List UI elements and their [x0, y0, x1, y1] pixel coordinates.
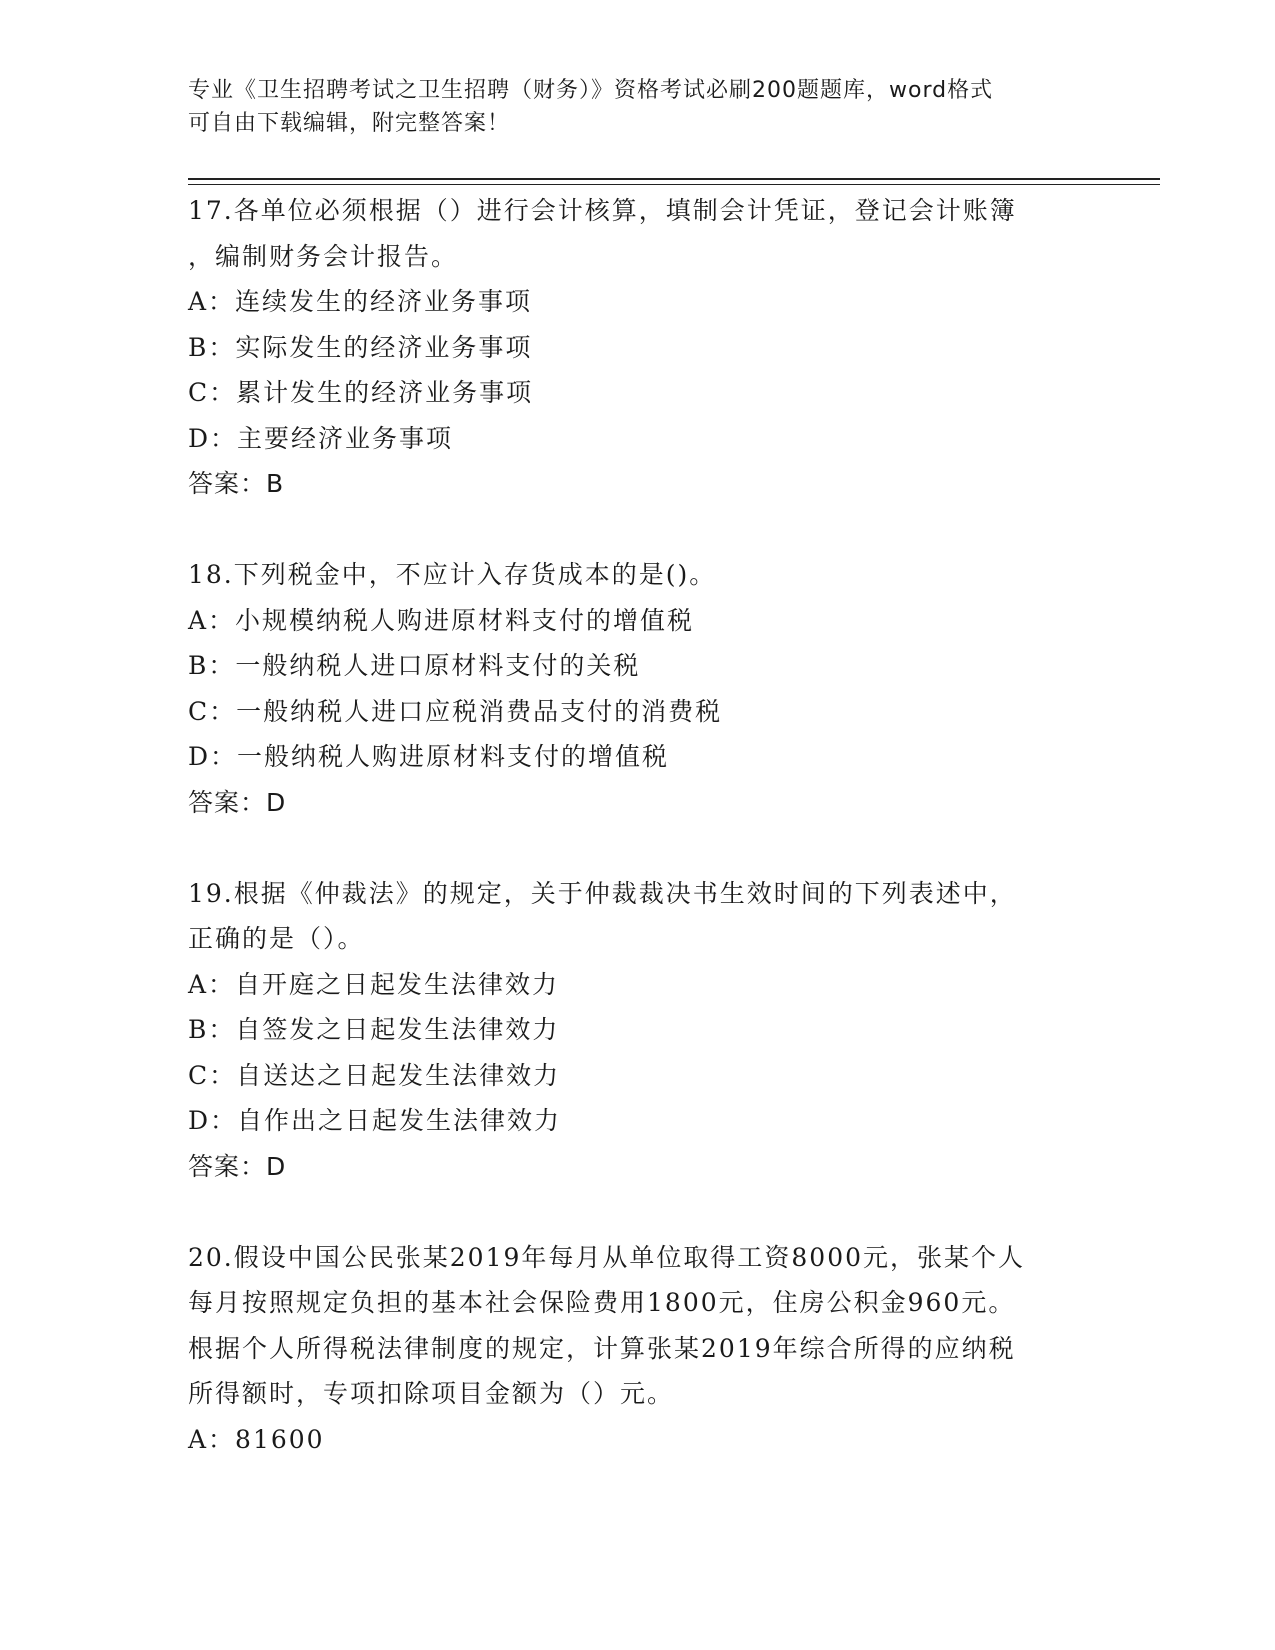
answer-label: 答案：D	[188, 787, 287, 817]
document-header	[188, 74, 1068, 140]
question-text: 20.假设中国公民张某2019年每月从单位取得工资8000元，张某个人	[188, 1242, 1026, 1272]
question-text: 正确的是（）。	[188, 924, 365, 953]
option-d: D：主要经济业务事项	[188, 423, 454, 453]
question-text: 17.各单位必须根据（）进行会计核算，填制会计凭证，登记会计账簿	[188, 196, 1017, 225]
option-a: A：连续发生的经济业务事项	[188, 287, 533, 316]
option-c: C：自送达之日起发生法律效力	[188, 1060, 561, 1090]
header-divider-thin	[188, 184, 1160, 185]
question-20	[188, 1235, 1088, 1463]
question-list	[188, 188, 1088, 1462]
option-c: C：一般纳税人进口应税消费品支付的消费税	[188, 696, 723, 726]
question-text: 所得额时，专项扣除项目金额为（）元。	[188, 1379, 675, 1408]
question-18	[188, 552, 1088, 825]
option-a: A：小规模纳税人购进原材料支付的增值税	[188, 605, 695, 635]
option-b: B：自签发之日起发生法律效力	[188, 1015, 560, 1044]
question-19	[188, 871, 1088, 1190]
option-d: D：自作出之日起发生法律效力	[188, 1106, 562, 1135]
option-a: A：自开庭之日起发生法律效力	[188, 969, 560, 999]
header-line-2: 可自由下载编辑，附完整答案！	[188, 111, 511, 136]
option-b: B：实际发生的经济业务事项	[188, 332, 533, 362]
option-b: B：一般纳税人进口原材料支付的关税	[188, 651, 641, 680]
question-17	[188, 188, 1088, 507]
question-text: ，编制财务会计报告。	[188, 241, 459, 271]
question-text: 根据个人所得税法律制度的规定，计算张某2019年综合所得的应纳税	[188, 1333, 1016, 1363]
header-line-1: 专业《卫生招聘考试之卫生招聘（财务）》资格考试必刷200题题库，word格式	[188, 78, 994, 103]
answer-label: 答案：D	[188, 1151, 287, 1181]
option-d: D：一般纳税人购进原材料支付的增值税	[188, 742, 670, 771]
option-a: A：81600	[188, 1424, 325, 1454]
answer-label: 答案：B	[188, 469, 285, 498]
question-text: 每月按照规定负担的基本社会保险费用1800元，住房公积金960元。	[188, 1288, 1016, 1317]
question-text: 19.根据《仲裁法》的规定，关于仲裁裁决书生效时间的下列表述中，	[188, 878, 1017, 908]
question-text: 18.下列税金中，不应计入存货成本的是()。	[188, 560, 717, 589]
header-divider-thick	[188, 178, 1160, 180]
option-c: C：累计发生的经济业务事项	[188, 378, 534, 407]
